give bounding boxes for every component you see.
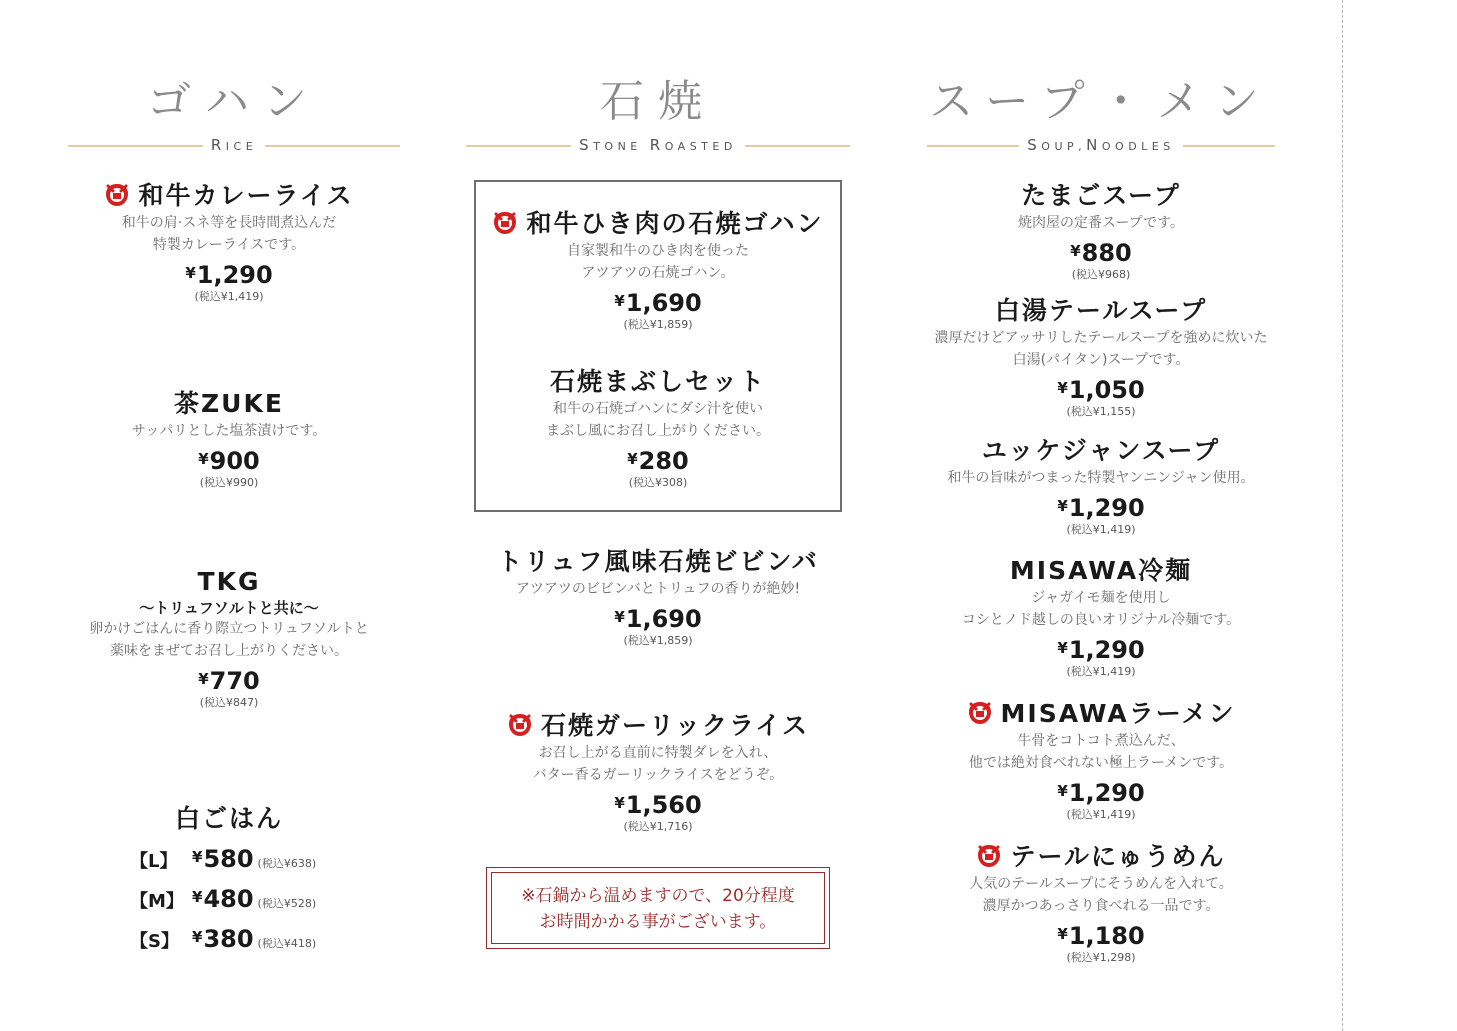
item-tax-price: (税込¥1,859) xyxy=(623,318,693,331)
soup-heading-jp: スープ・メン xyxy=(929,76,1273,127)
item-description: まぶし風にお召し上がりください。 xyxy=(546,423,770,439)
rice-heading-en: RICE xyxy=(203,134,265,158)
wagyu-brand-icon xyxy=(492,210,518,236)
item-description: 和牛の石焼ゴハンにダシ汁を使い xyxy=(553,401,763,417)
item-name: 石焼ガーリックライス xyxy=(466,710,850,742)
item-price: ¥1,690 xyxy=(614,289,702,317)
item-name: 和牛ひき肉の石焼ゴハン xyxy=(466,208,850,240)
item-description: コシとノド越しの良いオリジナル冷麺です。 xyxy=(961,612,1241,628)
item-tax-price: (税込¥1,716) xyxy=(623,820,693,833)
item-description: 自家製和牛のひき肉を使った xyxy=(567,243,749,259)
stone-heading xyxy=(466,72,850,162)
item-price: ¥1,290 xyxy=(1057,636,1145,664)
menu-item xyxy=(867,841,1335,965)
item-description: 濃厚かつあっさり食べれる一品です。 xyxy=(982,898,1220,914)
menu-item xyxy=(58,180,400,304)
item-description: 和牛の旨味がつまった特製ヤンニンジャン使用。 xyxy=(947,470,1255,486)
soup-heading xyxy=(927,72,1275,162)
item-name: 石焼まぶしセット xyxy=(549,367,766,396)
size-price: ¥580 xyxy=(192,845,254,873)
item-price: ¥880 xyxy=(1070,239,1132,267)
size-price: ¥380 xyxy=(192,925,254,953)
rice-size-row xyxy=(130,845,316,877)
item-description: 和牛の肩·スネ等を長時間煮込んだ xyxy=(121,215,337,231)
wagyu-brand-icon xyxy=(976,843,1002,869)
item-description: 焼肉屋の定番スープです。 xyxy=(1018,215,1184,231)
item-tax-price: (税込¥990) xyxy=(199,476,259,489)
item-description: 特製カレーライスです。 xyxy=(152,237,306,253)
item-tax-price: (税込¥1,419) xyxy=(1066,808,1136,821)
menu-item xyxy=(867,180,1335,282)
item-name: 白湯テールスープ xyxy=(994,296,1208,325)
size-tax-price: (税込¥638) xyxy=(257,857,317,870)
item-tax-price: (税込¥1,298) xyxy=(1066,951,1136,964)
item-tax-price: (税込¥1,419) xyxy=(194,290,264,303)
size-label: 【L】 xyxy=(130,851,178,872)
soup-heading-en: SOUP,NOODLES xyxy=(1019,134,1182,158)
item-price: ¥280 xyxy=(627,447,689,475)
wagyu-brand-icon xyxy=(967,700,993,726)
item-tax-price: (税込¥847) xyxy=(199,696,259,709)
item-price: ¥1,290 xyxy=(185,261,273,289)
item-tax-price: (税込¥968) xyxy=(1071,268,1131,281)
rice-size-row xyxy=(130,885,316,917)
item-description: バター香るガーリックライスをどうぞ。 xyxy=(532,767,784,783)
wagyu-brand-icon xyxy=(507,712,533,738)
cooking-time-notice xyxy=(486,867,830,949)
item-name: MISAWA冷麺 xyxy=(1009,556,1193,585)
item-description: 牛骨をコトコト煮込んだ、 xyxy=(1017,733,1185,749)
item-tax-price: (税込¥1,419) xyxy=(1066,665,1136,678)
item-description: 濃厚だけどアッサリしたテールスープを強めに炊いた xyxy=(934,330,1268,346)
item-name: トリュフ風味石焼ビビンバ xyxy=(497,547,819,576)
item-price: ¥1,560 xyxy=(614,791,702,819)
item-price: ¥770 xyxy=(198,667,260,695)
item-description: アツアツのビビンバとトリュフの香りが絶妙! xyxy=(515,581,801,597)
item-description: お召し上がる直前に特製ダレを入れ、 xyxy=(538,745,778,761)
menu-item xyxy=(58,566,400,710)
size-price: ¥480 xyxy=(192,885,254,913)
item-price: ¥1,050 xyxy=(1057,376,1145,404)
menu-item xyxy=(466,366,850,490)
size-label: 【S】 xyxy=(130,931,179,952)
menu-item xyxy=(466,208,850,332)
item-price: ¥1,290 xyxy=(1057,494,1145,522)
item-description: 薬味をまぜてお召し上がりください。 xyxy=(110,643,348,659)
menu-item xyxy=(58,388,400,490)
item-name: 和牛カレーライス xyxy=(58,180,400,212)
fold-line xyxy=(1342,0,1343,1031)
rice-heading xyxy=(68,72,400,162)
stone-heading-jp: 石焼 xyxy=(600,76,716,127)
item-description: 他では絶対食べれない極上ラーメンです。 xyxy=(968,755,1234,771)
stone-heading-en: STONE ROASTED xyxy=(571,134,745,158)
rice-heading-jp: ゴハン xyxy=(147,76,321,127)
item-price: ¥1,690 xyxy=(614,605,702,633)
item-name: MISAWAラーメン xyxy=(867,698,1335,730)
rice-size-row xyxy=(130,925,316,957)
item-description: アツアツの石焼ゴハン。 xyxy=(581,265,735,281)
wagyu-brand-icon xyxy=(104,182,130,208)
notice-line: ※石鍋から温めますので、20分程度 xyxy=(521,886,795,906)
item-tax-price: (税込¥1,419) xyxy=(1066,523,1136,536)
size-tax-price: (税込¥418) xyxy=(257,937,317,950)
menu-item xyxy=(466,710,850,834)
item-tax-price: (税込¥308) xyxy=(628,476,688,489)
item-tax-price: (税込¥1,859) xyxy=(623,634,693,647)
item-name: 茶ZUKE xyxy=(174,389,284,418)
menu-item xyxy=(58,803,400,835)
item-price: ¥900 xyxy=(198,447,260,475)
item-price: ¥1,290 xyxy=(1057,779,1145,807)
menu-item xyxy=(466,546,850,648)
item-name: テールにゅうめん xyxy=(867,841,1335,873)
menu-item xyxy=(867,295,1335,419)
item-description: 人気のテールスープにそうめんを入れて。 xyxy=(969,876,1233,892)
item-name: たまごスープ xyxy=(1021,181,1181,210)
item-description: 卵かけごはんに香り際立つトリュフソルトと xyxy=(89,621,369,637)
item-tax-price: (税込¥1,155) xyxy=(1066,405,1136,418)
item-description: サッパリとした塩茶漬けです。 xyxy=(131,423,327,439)
item-name: TKG xyxy=(197,567,261,596)
item-description: ジャガイモ麺を使用し xyxy=(1031,590,1171,606)
menu-item xyxy=(867,698,1335,822)
menu-item xyxy=(867,435,1335,537)
item-name: 白ごはん xyxy=(174,804,283,833)
size-label: 【M】 xyxy=(130,891,184,912)
menu-item xyxy=(867,555,1335,679)
size-tax-price: (税込¥528) xyxy=(257,897,317,910)
item-name: ユッケジャンスープ xyxy=(981,436,1221,465)
notice-line: お時間かかる事がございます。 xyxy=(539,912,777,932)
item-subtitle: 〜トリュフソルトと共に〜 xyxy=(139,599,319,617)
item-description: 白湯(パイタン)スープです。 xyxy=(1012,352,1190,368)
item-price: ¥1,180 xyxy=(1057,922,1145,950)
